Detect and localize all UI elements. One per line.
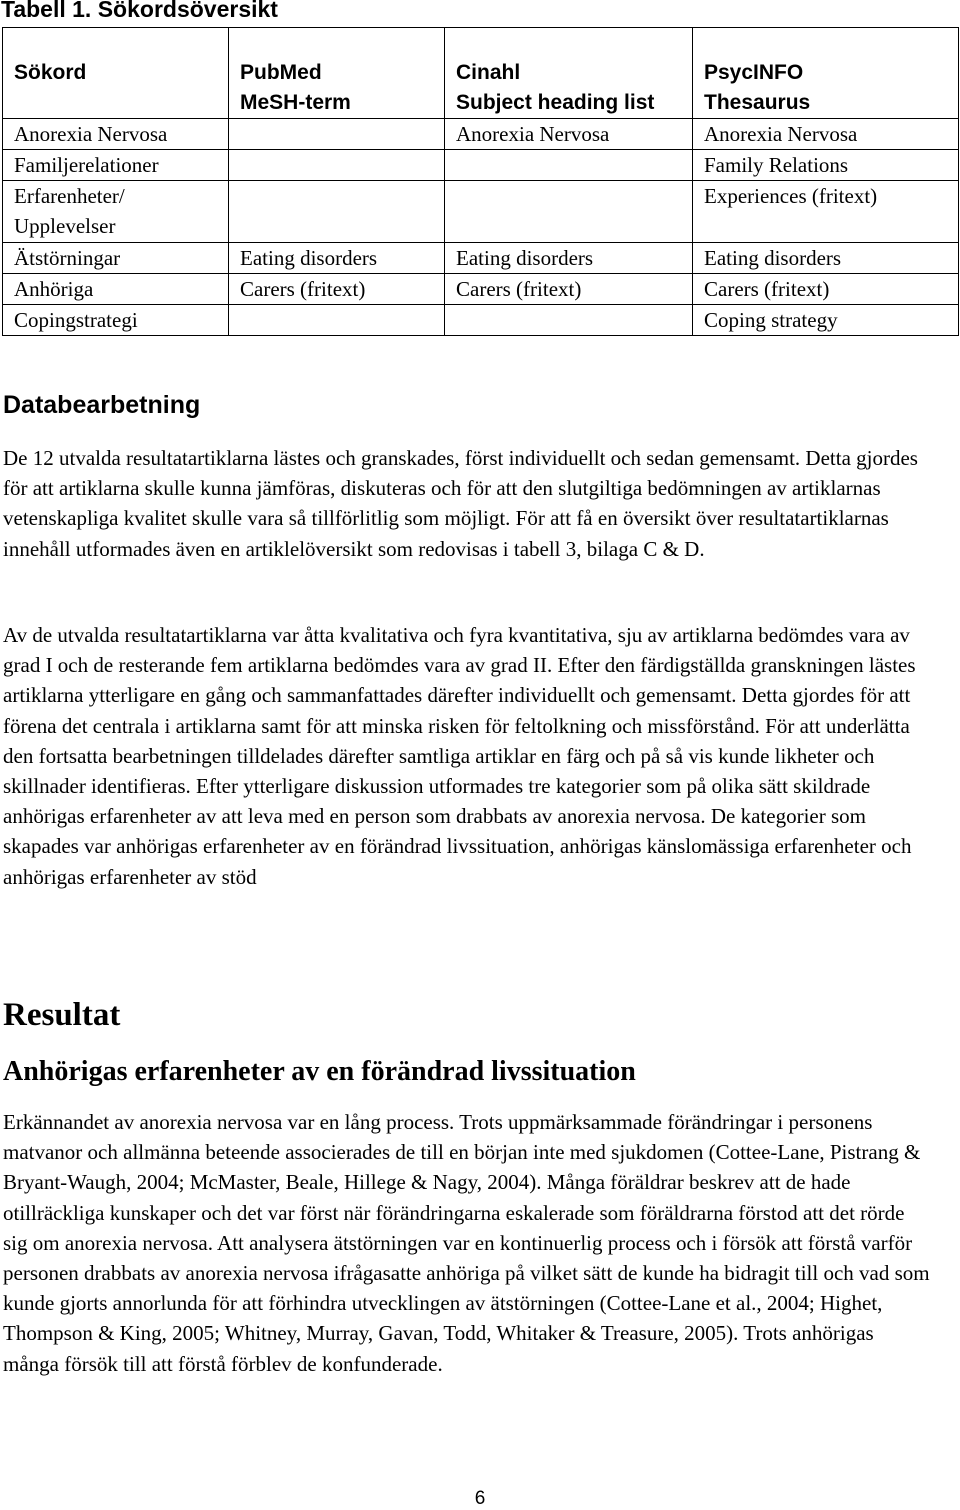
header-pubmed: PubMed MeSH-term — [229, 28, 445, 119]
table-row — [3, 181, 959, 243]
header-psycinfo: PsycINFO Thesaurus — [693, 28, 959, 119]
paragraph-databearbetning-2: Av de utvalda resultatartiklarna var åtta kvalitativa och fyra kvantitativa, sju av artiklarna bedömdes vara av grad I och de resterande fem artiklarna bedömdes vara av grad II. Efter den färdigställda granskningen lästes artiklarna ytterligare en gång och sammanfattades därefter individuellt och gemensamt. Detta gjordes för att förena det centrala i artiklarna samt för att minska risken för feltolkning och missförstånd. För att underlätta den fortsatta bearbetningen tilldelades därefter samtliga artiklar en färg och på så vis kunde likheter och skillnader identifieras. Efter ytterligare diskussion utformades tre kategorier som på olika sätt skildrade anhörigas erfarenheter av att leva med en person som drabbats av anorexia nervosa. De kategorier som skapades var anhörigas erfarenheter av en förändrad livssituation, anhörigas känslomässiga erfarenheter och anhörigas erfarenheter av stöd — [3, 623, 916, 889]
table-cell: Eating disorders — [445, 243, 693, 274]
subheading-livssituation: Anhörigas erfarenheter av en förändrad livssituation — [3, 1056, 636, 1087]
paragraph-databearbetning-1: De 12 utvalda resultatartiklarna lästes och granskades, först individuellt och sedan gemensamt. Detta gjordes för att artiklarna skulle kunna jämföras, diskuteras och för att den slutgiltiga bedömningen av artiklarnas vetenskapliga kvalitet skulle vara så tillförlitlig som möjligt. För att få en översikt över resultatartiklarnas innehåll utformades även en artiklelöversikt som redovisas i tabell 3, bilaga C & D. — [3, 446, 918, 561]
table-cell: Copingstrategi — [3, 305, 229, 336]
section-heading-resultat: Resultat — [3, 997, 121, 1033]
table-cell: Carers (fritext) — [229, 274, 445, 305]
table-cell: Erfarenheter/ Upplevelser — [3, 181, 229, 243]
table-cell: Experiences (fritext) — [693, 181, 959, 243]
table-cell — [229, 150, 445, 181]
table-cell — [229, 181, 445, 243]
paragraph-resultat: Erkännandet av anorexia nervosa var en lång process. Trots uppmärksammade förändringar i personens matvanor och allmänna beteende associerades de till en början inte med sjukdomen (Cottee-Lane, Pistrang & Bryant-Waugh, 2004; McMaster, Beale, Hillege & Nagy, 2004). Många föräldrar beskrev att de hade otillräckliga kunskaper och det var först när förändringarna eskalerade som föräldrarna förstod att det rörde sig om anorexia nervosa. Att analysera ätstörningen var en kontinuerlig process och i försök att förstå varför personen drabbats av anorexia nervosa ifrågasatte anhöriga på vilket sätt de kunde ha bidragit till och vad som kunde gjorts annorlunda för att förhindra utvecklingen av ätstörningen (Cottee-Lane et al., 2004; Highet, Thompson & King, 2005; Whitney, Murray, Gavan, Todd, Whitaker & Treasure, 2005). Trots anhörigas många försök till att förstå förblev de konfunderade. — [3, 1110, 930, 1376]
table-cell: Carers (fritext) — [693, 274, 959, 305]
table-row — [3, 243, 959, 274]
table-row — [3, 274, 959, 305]
table-caption: Tabell 1. Sökordsöversikt — [1, 0, 278, 22]
table-cell: Family Relations — [693, 150, 959, 181]
table-row — [3, 119, 959, 150]
table-cell: Eating disorders — [229, 243, 445, 274]
table-cell — [445, 305, 693, 336]
table-cell: Anorexia Nervosa — [445, 119, 693, 150]
table-cell: Anhöriga — [3, 274, 229, 305]
section-heading-databearbetning: Databearbetning — [3, 391, 201, 419]
table-row — [3, 305, 959, 336]
header-sokord: Sökord — [3, 28, 229, 119]
table-cell — [229, 305, 445, 336]
table-cell — [229, 119, 445, 150]
table-cell: Anorexia Nervosa — [693, 119, 959, 150]
table-cell: Eating disorders — [693, 243, 959, 274]
table-cell — [445, 181, 693, 243]
table-row — [3, 150, 959, 181]
table-cell: Anorexia Nervosa — [3, 119, 229, 150]
table-header-row — [3, 28, 959, 119]
page-number: 6 — [474, 1488, 486, 1509]
table-cell: Ätstörningar — [3, 243, 229, 274]
table-cell: Carers (fritext) — [445, 274, 693, 305]
table-cell: Familjerelationer — [3, 150, 229, 181]
header-cinahl: Cinahl Subject heading list — [445, 28, 693, 119]
table-cell — [445, 150, 693, 181]
table-cell: Coping strategy — [693, 305, 959, 336]
search-terms-table — [2, 27, 959, 336]
